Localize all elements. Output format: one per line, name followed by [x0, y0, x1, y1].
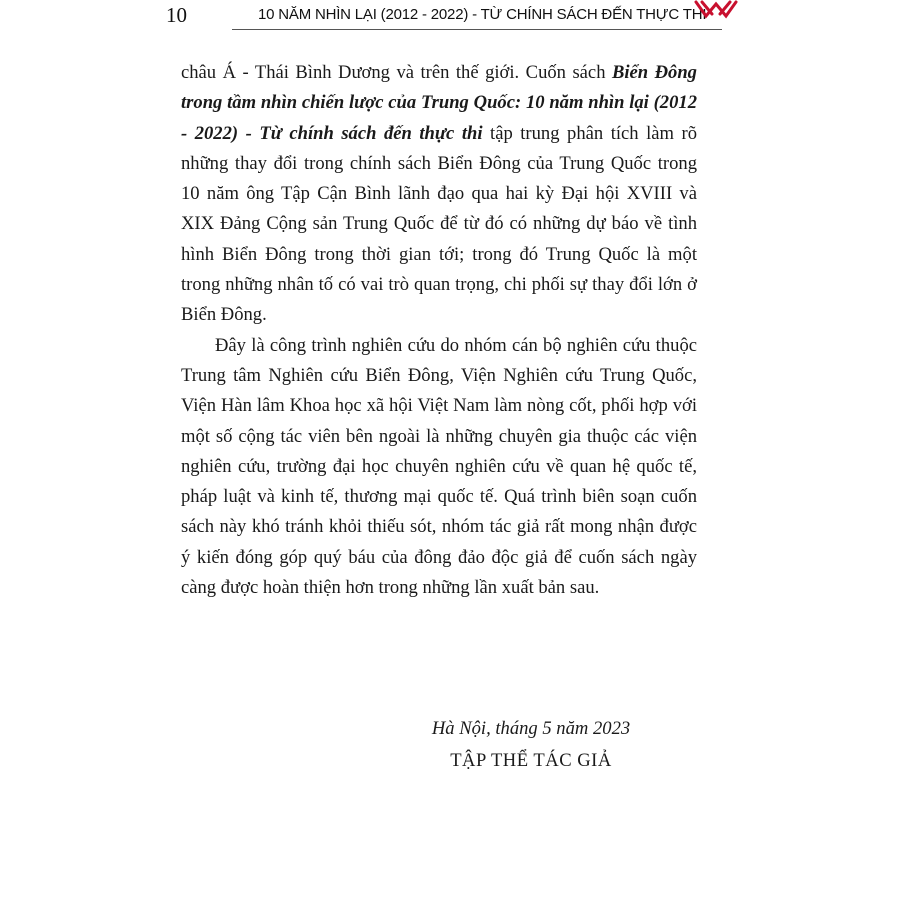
paragraph-intro-lead: châu Á - Thái Bình Dương và trên thế giới. Cuốn sách	[181, 62, 612, 83]
signature-author: TẬP THỂ TÁC GIẢ	[450, 750, 612, 771]
running-head: 10 NĂM NHÌN LẠI (2012 - 2022) - TỪ CHÍNH SÁCH ĐẾN THỰC THI	[258, 6, 707, 23]
signature-block	[381, 713, 681, 777]
paragraph-authors: Đây là công trình nghiên cứu do nhóm cán bộ nghiên cứu thuộc Trung tâm Nghiên cứu Biển Đông, Viện Nghiên cứu Trung Quốc, Viện Hàn lâm Khoa học xã hội Việt Nam làm nòng cốt, phối hợp với một số cộng tác viên bên ngoài là những chuyên gia thuộc các viện nghiên cứu, trường đại học chuyên nghiên cứu về quan hệ quốc tế, pháp luật và kinh tế, thương mại quốc tế. Quá trình biên soạn cuốn sách này khó tránh khỏi thiếu sót, nhóm tác giả rất mong nhận được ý kiến đóng góp quý báu của đông đảo độc giả để cuốn sách ngày càng được hoàn thiện hơn trong những lần xuất bản sau.	[181, 334, 697, 599]
signature-place-date: Hà Nội, tháng 5 năm 2023	[431, 718, 631, 739]
paragraph-intro-rest: tập trung phân tích làm rõ những thay đổi trong chính sách Biển Đông của Trung Quốc trong 10 năm ông Tập Cận Bình lãnh đạo qua hai kỳ Đại hội XVIII và XIX Đảng Cộng sản Trung Quốc để từ đó có những dự báo về tình hình Biển Đông trong thời gian tới; trong đó Trung Quốc là một trong những nhân tố có vai trò quan trọng, chi phối sự thay đổi lớn ở Biển Đông.	[181, 122, 698, 326]
page-number: 10	[166, 3, 187, 27]
body-text	[181, 58, 697, 603]
header-rule	[232, 29, 722, 30]
paragraph-intro	[181, 58, 697, 331]
page-header	[0, 0, 900, 32]
book-title: Biển Đông trong tầm nhìn chiến lược của Trung Quốc: 10 năm nhìn lại (2012 - 2022) - Từ chính sách đến thực thi	[181, 62, 697, 144]
corner-ornament-icon	[692, 0, 740, 22]
